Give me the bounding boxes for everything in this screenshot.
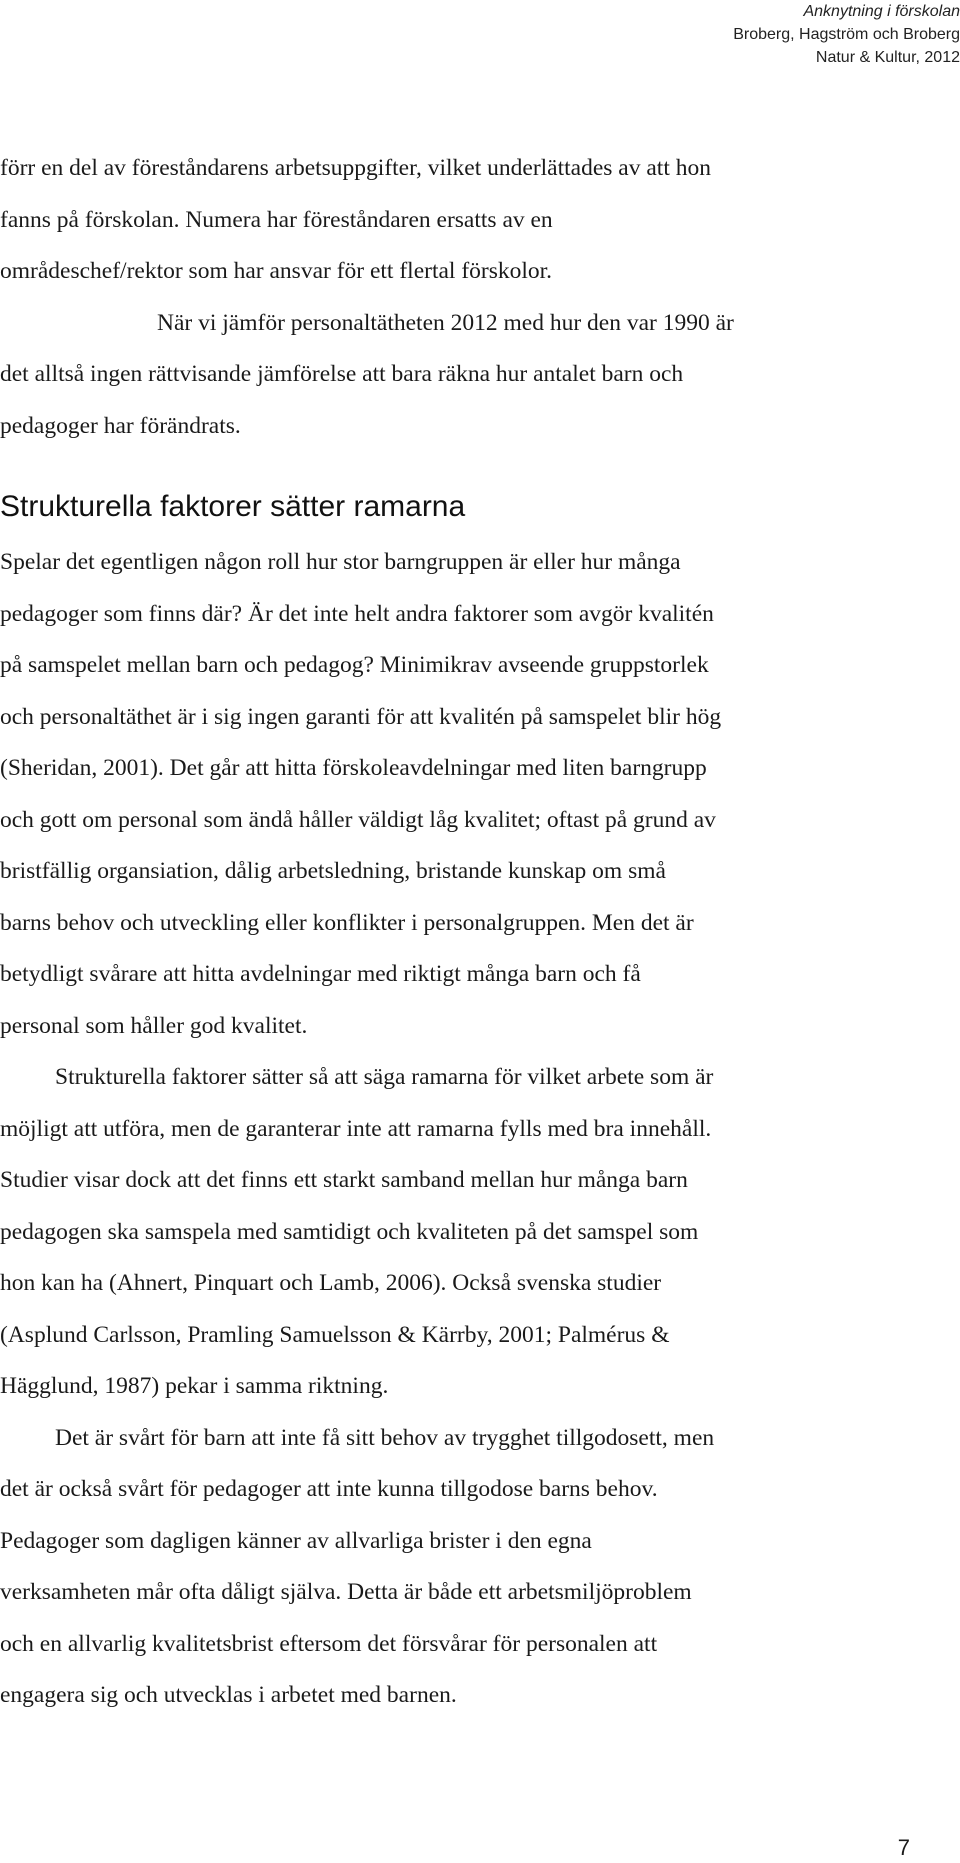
text-line: pedagoger har förändrats. bbox=[0, 412, 241, 439]
text-line: engagera sig och utvecklas i arbetet med barnen. bbox=[0, 1682, 457, 1708]
text-line: personal som håller god kvalitet. bbox=[0, 1012, 308, 1039]
paragraph-1 bbox=[0, 143, 960, 298]
text-line: (Asplund Carlsson, Pramling Samuelsson & Kärrby, 2001; Palmérus & bbox=[0, 1321, 670, 1348]
text-line: Spelar det egentligen någon roll hur stor barngruppen är eller hur många bbox=[0, 549, 681, 575]
page-number: 7 bbox=[897, 1835, 910, 1860]
text-line: pedagogen ska samspela med samtidigt och kvaliteten på det samspel som bbox=[0, 1218, 699, 1245]
text-line: verksamheten mår ofta dåligt själva. Detta är både ett arbetsmiljöproblem bbox=[0, 1579, 692, 1605]
text-line: Hägglund, 1987) pekar i samma riktning. bbox=[0, 1373, 389, 1399]
text-line: på samspelet mellan barn och pedagog? Minimikrav avseende gruppstorlek bbox=[0, 652, 709, 678]
text-line: Strukturella faktorer sätter så att säga ramarna för vilket arbete som är bbox=[55, 1064, 714, 1090]
text-line: Pedagoger som dagligen känner av allvarliga brister i den egna bbox=[0, 1527, 592, 1554]
text-line: och gott om personal som ändå håller väldigt låg kvalitet; oftast på grund av bbox=[0, 806, 716, 833]
text-line: barns behov och utveckling eller konflikter i personalgruppen. Men det är bbox=[0, 909, 694, 936]
text-line: områdeschef/rektor som har ansvar för ett flertal förskolor. bbox=[0, 258, 553, 284]
section-paragraph-1 bbox=[0, 537, 960, 1052]
text-line: förr en del av föreståndarens arbetsuppgifter, vilket underlättades av att hon bbox=[0, 155, 711, 181]
text-line: möjligt att utföra, men de garanterar inte att ramarna fylls med bra innehåll. bbox=[0, 1115, 712, 1142]
text-line: Studier visar dock att det finns ett starkt samband mellan hur många barn bbox=[0, 1167, 688, 1193]
text-line: Det är svårt för barn att inte få sitt behov av trygghet tillgodosett, men bbox=[55, 1424, 715, 1451]
text-line: pedagoger som finns där? Är det inte helt andra faktorer som avgör kvalitén bbox=[0, 600, 714, 627]
text-line: fanns på förskolan. Numera har föreståndaren ersatts av en bbox=[0, 206, 553, 233]
text-line: bristfällig organsiation, dålig arbetsledning, bristande kunskap om små bbox=[0, 858, 666, 884]
text-line: det alltså ingen rättvisande jämförelse att bara räkna hur antalet barn och bbox=[0, 361, 684, 387]
document-body bbox=[0, 143, 960, 1722]
header-authors: Broberg, Hagström och Broberg bbox=[733, 26, 960, 43]
text-line: När vi jämför personaltätheten 2012 med hur den var 1990 är bbox=[157, 309, 734, 336]
text-line: betydligt svårare att hitta avdelningar med riktigt många barn och få bbox=[0, 961, 641, 987]
text-line: det är också svårt för pedagoger att inte kunna tillgodose barns behov. bbox=[0, 1476, 658, 1502]
header-publisher: Natur & Kultur, 2012 bbox=[815, 49, 960, 66]
header-book-title: Anknytning i förskolan bbox=[803, 3, 960, 20]
text-line: och en allvarlig kvalitetsbrist eftersom det försvårar för personalen att bbox=[0, 1630, 658, 1657]
text-line: och personaltäthet är i sig ingen garanti för att kvalitén på samspelet blir hög bbox=[0, 703, 722, 730]
running-header bbox=[560, 0, 960, 69]
section-paragraph-2 bbox=[0, 1052, 960, 1413]
section-paragraph-3 bbox=[0, 1413, 960, 1722]
paragraph-2 bbox=[0, 298, 960, 453]
section-heading: Strukturella faktorer sätter ramarna bbox=[0, 490, 466, 523]
text-line: (Sheridan, 2001). Det går att hitta förskoleavdelningar med liten barngrupp bbox=[0, 755, 707, 781]
text-line: hon kan ha (Ahnert, Pinquart och Lamb, 2006). Också svenska studier bbox=[0, 1270, 662, 1296]
